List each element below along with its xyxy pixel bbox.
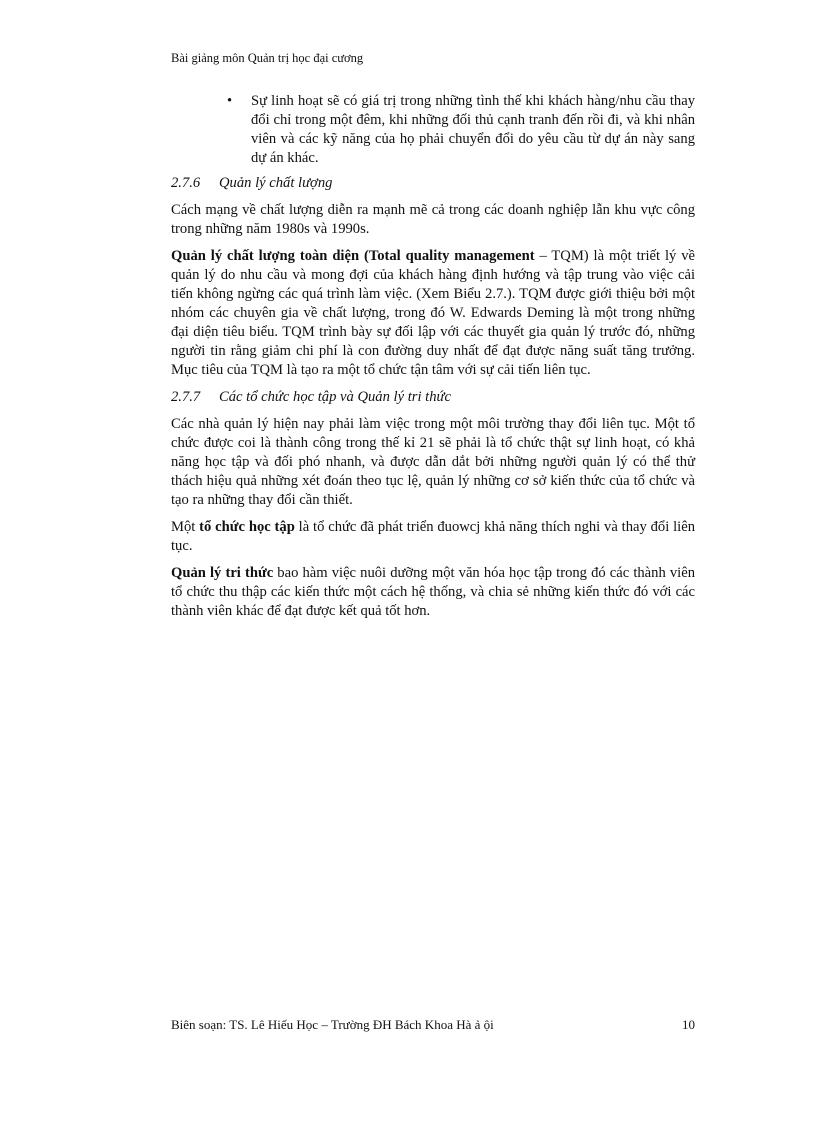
page-footer [171, 1017, 695, 1033]
knowledge-mgmt-term: Quản lý tri thức [171, 565, 274, 581]
learning-org-term: tổ chức học tập [199, 519, 295, 535]
paragraph-quality-revolution: Cách mạng về chất lượng diễn ra mạnh mẽ cả trong các doanh nghiệp lẫn khu vực công trong những năm 1980s và 1990s. [171, 202, 695, 237]
learning-org-description: là tổ chức đã phát triển đuowcj khả năng thích nghi và thay đổi liên tục. [171, 519, 695, 554]
learning-org-prefix: Một [171, 519, 200, 535]
tqm-term: Quản lý chất lượng toàn diện (Total quality management [171, 248, 535, 264]
footer-author: Biên soạn: TS. Lê Hiếu Học – Trường ĐH Bách Khoa Hà ả ội [171, 1017, 494, 1032]
paragraph-learning-organization [171, 518, 695, 556]
page-content [171, 92, 695, 629]
paragraph-changing-environment: Các nhà quản lý hiện nay phải làm việc trong một môi trường thay đổi liên tục. Một tổ chức được coi là thành công trong thế kỉ 21 sẽ phải là tổ chức thật sự linh hoạt, có khả năng học tập và đối phó nhanh, và được dẫn dắt bởi những người quản lý có thể thử thách hiệu quả những xét đoán theo tục lệ, quản lý những cơ sở kiến thức của tổ chức và tạo ra những thay đổi cần thiết. [171, 416, 695, 508]
paragraph-knowledge-management [171, 564, 695, 621]
section-title: Quản lý chất lượng [219, 175, 333, 191]
section-heading-2-7-7 [171, 388, 695, 407]
bullet-item [171, 92, 695, 168]
bullet-mark: • [227, 93, 233, 109]
bullet-text: Sự linh hoạt sẽ có giá trị trong những tình thế khi khách hàng/nhu cầu thay đổi chỉ trong một đêm, khi những đối thủ cạnh tranh đến rồi đi, và khi nhân viên và các kỹ năng của họ phải chuyển đổi do yêu cầu từ dự án này sang dự án khác. [251, 93, 695, 166]
paragraph-tqm [171, 247, 695, 380]
section-number: 2.7.7 [171, 389, 201, 405]
knowledge-mgmt-description: bao hàm việc nuôi dưỡng một văn hóa học tập trong đó các thành viên tổ chức thu thập các kiến thức một cách hệ thống, và chia sẻ những kiến thức đó với các thành viên khác để đạt được kết quả tốt hơn. [171, 565, 695, 619]
section-number: 2.7.6 [171, 175, 201, 191]
section-title: Các tổ chức học tập và Quản lý tri thức [219, 389, 451, 405]
page-header: Bài giảng môn Quản trị học đại cương [171, 51, 364, 65]
tqm-description: – TQM) là một triết lý về quản lý do nhu cầu và mong đợi của khách hàng định hướng và tập trung vào việc cải tiến không ngừng các quá trình làm việc. (Xem Biểu 2.7.). TQM được giới thiệu bởi một nhóm các chuyên gia về chất lượng, trong đó W. Edwards Deming là một trong những đại diện tiêu biểu. TQM trình bày sự đối lập với các thuyết gia quản lý trước đó, những người tin rằng giảm chi phí là con đường duy nhất để đạt được năng suất tăng trưởng. Mục tiêu của TQM là tạo ra một tổ chức tận tâm với sự cải tiến liên tục. [171, 248, 695, 378]
section-heading-2-7-6 [171, 174, 695, 193]
page-number: 10 [682, 1017, 695, 1032]
